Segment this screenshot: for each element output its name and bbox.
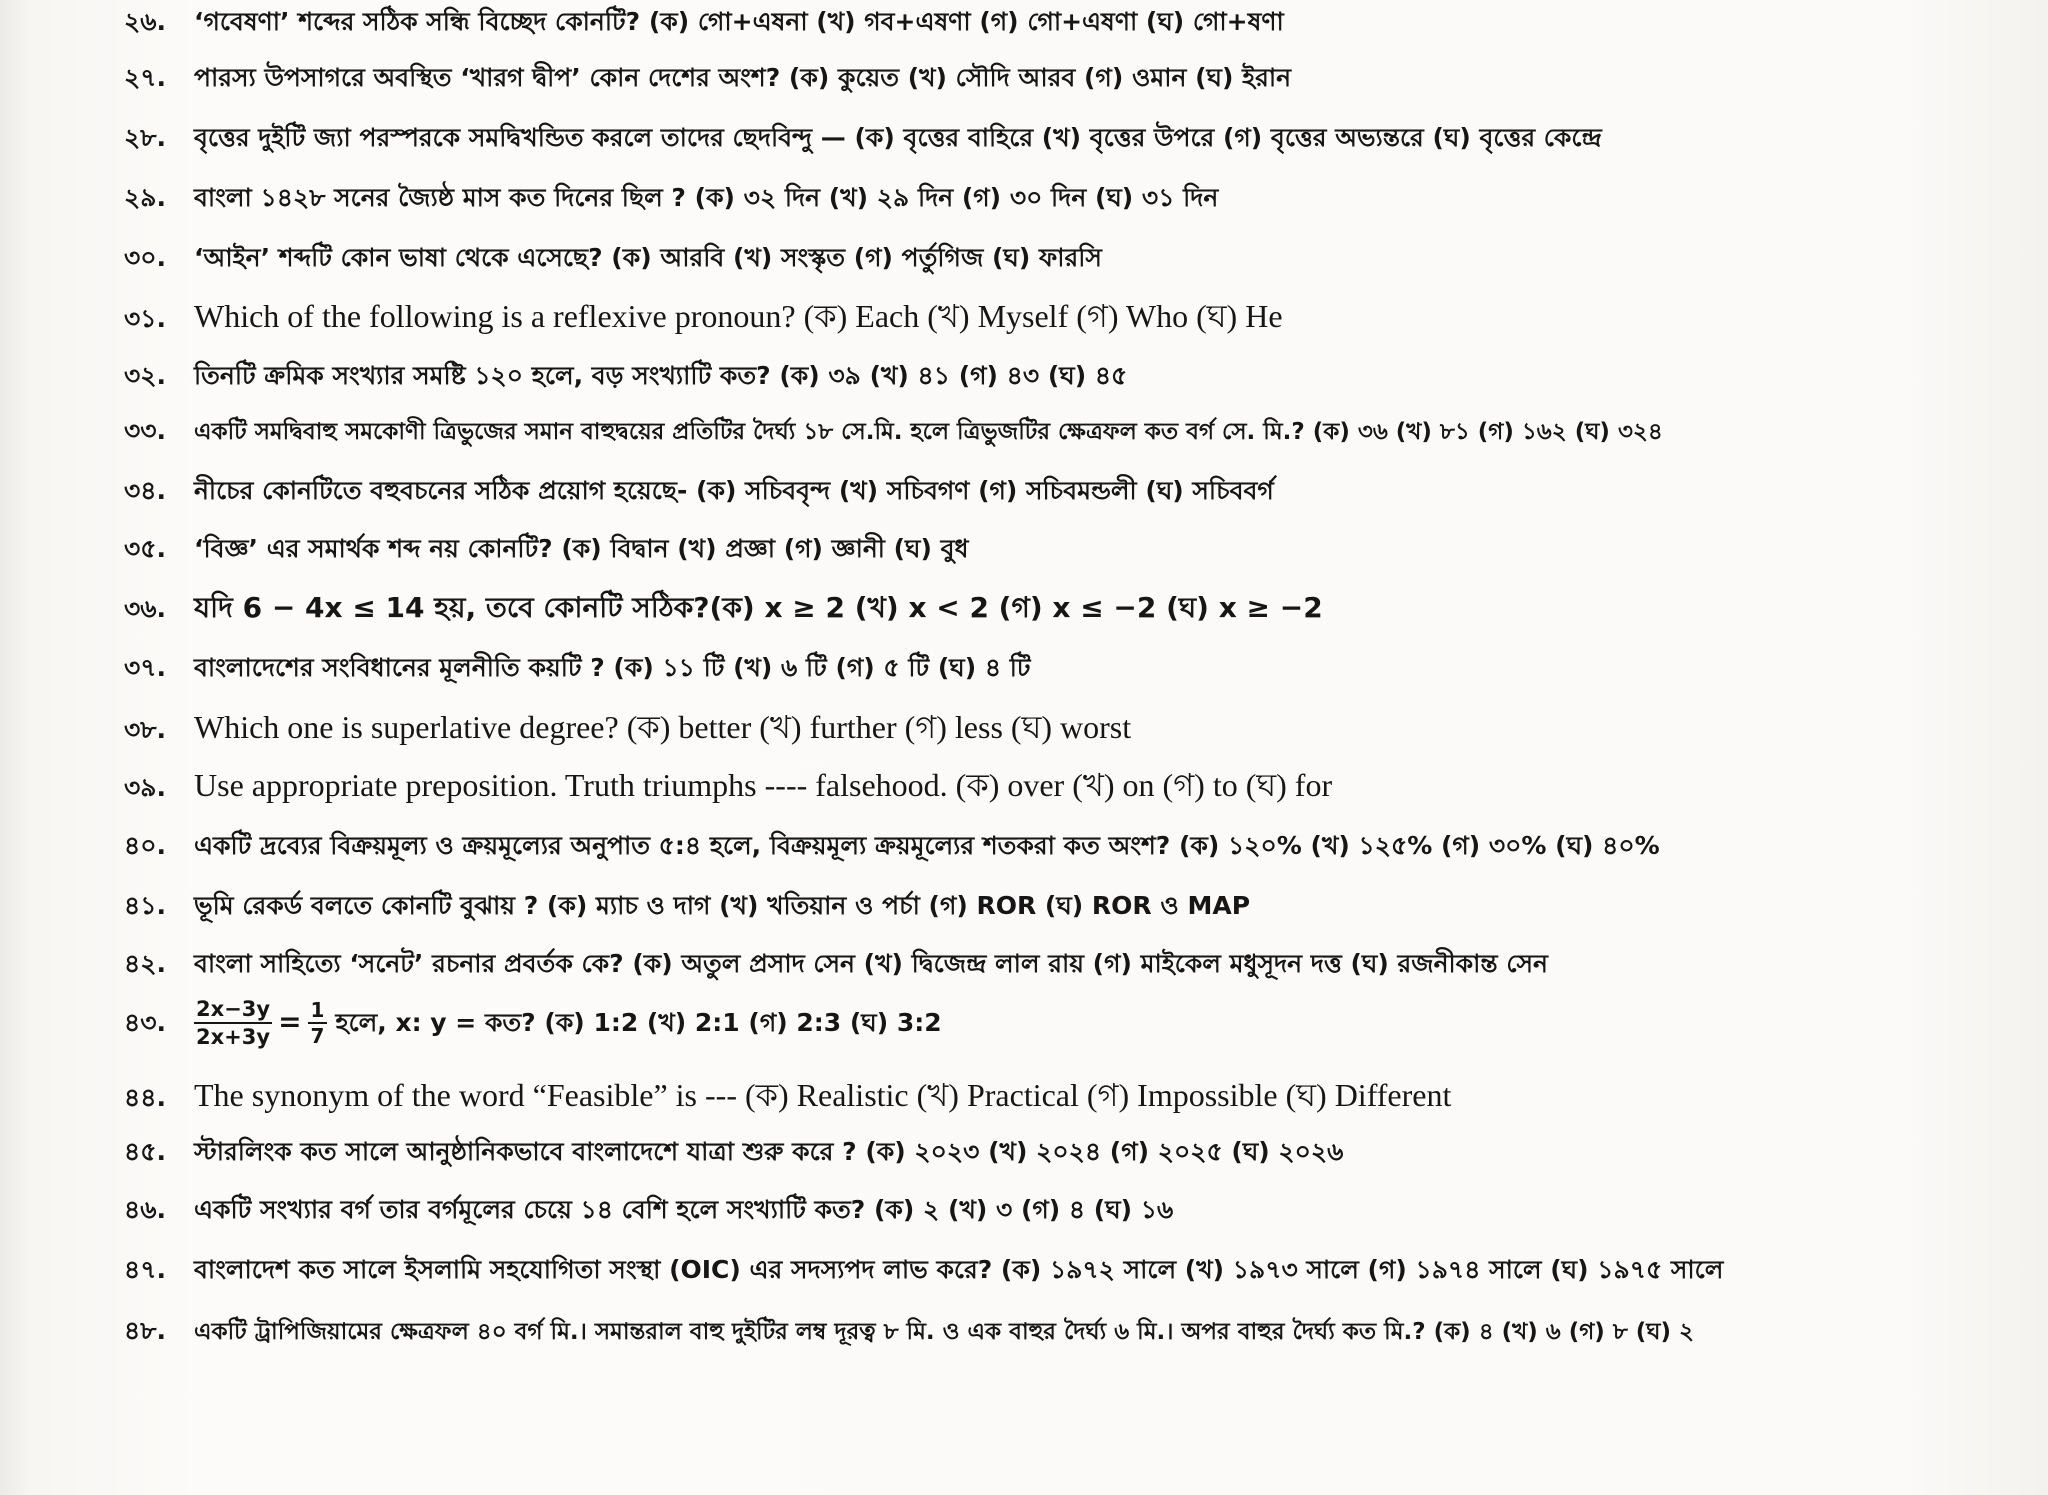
question-48	[124, 1313, 1694, 1349]
question-text: Which of the following is a reflexive pronoun? (ক) Each (খ) Myself (গ) Who (ঘ) He	[194, 298, 1283, 334]
question-26	[124, 4, 1284, 39]
question-44	[124, 1078, 1451, 1115]
question-number: ৩১.	[124, 304, 166, 333]
question-43	[124, 996, 942, 1050]
question-text: ‘আইন’ শব্দটি কোন ভাষা থেকে এসেছে? (ক) আরবি (খ) সংস্কৃত (গ) পর্তুগিজ (ঘ) ফারসি	[194, 243, 1102, 272]
question-text: একটি দ্রব্যের বিক্রয়মূল্য ও ক্রয়মূল্যের অনুপাত ৫:৪ হলে, বিক্রয়মূল্য ক্রয়মূল্যের শতকরা কত অংশ? (ক) ১২০% (খ) ১২৫% (গ) ৩০% (ঘ) ৪০%	[194, 831, 1660, 860]
question-number: ৩২.	[124, 361, 167, 390]
question-42	[124, 946, 1548, 981]
question-text: তিনটি ক্রমিক সংখ্যার সমষ্টি ১২০ হলে, বড় সংখ্যাটি কত? (ক) ৩৯ (খ) ৪১ (গ) ৪৩ (ঘ) ৪৫	[194, 361, 1128, 390]
question-38	[124, 710, 1131, 747]
question-number: ৩৫.	[124, 534, 166, 563]
question-number: ২৬.	[124, 7, 167, 36]
question-41	[124, 888, 1250, 923]
fraction-denominator: 7	[310, 1024, 325, 1048]
question-33	[124, 414, 1663, 449]
question-number: ২৯.	[124, 183, 166, 212]
question-text: পারস্য উপসাগরে অবস্থিত ‘খারগ দ্বীপ’ কোন দেশের অংশ? (ক) কুয়েত (খ) সৌদি আরব (গ) ওমান (ঘ) ইরান	[194, 63, 1292, 92]
question-text: যদি 6 − 4x ≤ 14 হয়, তবে কোনটি সঠিক?(ক) x ≥ 2 (খ) x < 2 (গ) x ≤ −2 (ঘ) x ≥ −2	[194, 591, 1323, 624]
question-39	[124, 768, 1332, 805]
equals-sign: =	[278, 1004, 302, 1038]
question-31	[124, 299, 1283, 336]
question-27	[124, 60, 1291, 95]
question-number: ৩৬.	[124, 594, 167, 623]
question-number: ৩০.	[124, 243, 167, 272]
question-number: ৪৩.	[124, 1008, 166, 1037]
question-number: ৪৮.	[124, 1316, 166, 1345]
question-text: হলে, x: y = কত? (ক) 1:2 (খ) 2:1 (গ) 2:3 (ঘ) 3:2	[335, 1008, 942, 1037]
question-number: ৪২.	[124, 949, 166, 978]
question-30	[124, 240, 1102, 275]
question-number: ৪৫.	[124, 1137, 166, 1166]
question-text: বাংলাদেশ কত সালে ইসলামি সহযোগিতা সংস্থা (OIC) এর সদস্যপদ লাভ করে? (ক) ১৯৭২ সালে (খ) ১৯৭৩ সালে (গ) ১৯৭৪ সালে (ঘ) ১৯৭৫ সালে	[194, 1255, 1724, 1284]
question-text: ‘বিজ্ঞ’ এর সমার্থক শব্দ নয় কোনটি? (ক) বিদ্বান (খ) প্রজ্ঞা (গ) জ্ঞানী (ঘ) বুধ	[194, 534, 969, 563]
fraction-numerator: 2x−3y	[194, 996, 272, 1024]
question-number: ৪৬.	[124, 1195, 166, 1224]
question-number: ৪৭.	[124, 1255, 166, 1284]
question-text: ভূমি রেকর্ড বলতে কোনটি বুঝায় ? (ক) ম্যাচ ও দাগ (খ) খতিয়ান ও পর্চা (গ) ROR (ঘ) ROR ও MAP	[194, 891, 1251, 920]
question-text: নীচের কোনটিতে বহুবচনের সঠিক প্রয়োগ হয়েছে- (ক) সচিববৃন্দ (খ) সচিবগণ (গ) সচিবমন্ডলী (ঘ) সচিববর্গ	[194, 476, 1274, 505]
question-47	[124, 1252, 1723, 1287]
question-40	[124, 828, 1660, 863]
question-number: ৩৪.	[124, 476, 166, 505]
question-text: ‘গবেষণা’ শব্দের সঠিক সন্ধি বিচ্ছেদ কোনটি? (ক) গো+এষনা (খ) গব+এষণা (গ) গো+এষণা (ঘ) গো+ষণা	[194, 7, 1284, 36]
question-29	[124, 180, 1218, 215]
question-36	[124, 591, 1323, 626]
question-text: Use appropriate preposition. Truth triumphs ---- falsehood. (ক) over (খ) on (গ) to (ঘ) for	[194, 767, 1333, 803]
fraction-rhs	[308, 998, 328, 1048]
question-37	[124, 650, 1031, 685]
question-text: একটি সংখ্যার বর্গ তার বর্গমূলের চেয়ে ১৪ বেশি হলে সংখ্যাটি কত? (ক) ২ (খ) ৩ (গ) ৪ (ঘ) ১৬	[194, 1195, 1174, 1224]
question-text: The synonym of the word “Feasible” is --- (ক) Realistic (খ) Practical (গ) Impossible (ঘ) Different	[194, 1077, 1452, 1113]
fraction-numerator: 1	[308, 998, 328, 1024]
question-text: বাংলা সাহিত্যে ‘সনেট’ রচনার প্রবর্তক কে? (ক) অতুল প্রসাদ সেন (খ) দ্বিজেন্দ্র লাল রায় (গ) মাইকেল মধুসূদন দত্ত (ঘ) রজনীকান্ত সেন	[194, 949, 1548, 978]
question-number: ৩৯.	[124, 773, 166, 802]
question-32	[124, 358, 1127, 393]
question-34	[124, 473, 1274, 508]
question-text: একটি ট্রাপিজিয়ামের ক্ষেত্রফল ৪০ বর্গ মি.। সমান্তরাল বাহু দুইটির লম্ব দূরত্ব ৮ মি. ও এক বাহুর দৈর্ঘ্য ৬ মি.। অপর বাহুর দৈর্ঘ্য কত মি.? (ক) ৪ (খ) ৬ (গ) ৮ (ঘ) ২	[194, 1319, 1694, 1345]
question-text: একটি সমদ্বিবাহু সমকোণী ত্রিভুজের সমান বাহুদ্বয়ের প্রতিটির দৈর্ঘ্য ১৮ সে.মি. হলে ত্রিভুজটির ক্ষেত্রফল কত বর্গ সে. মি.? (ক) ৩৬ (খ) ৮১ (গ) ১৬২ (ঘ) ৩২৪	[194, 419, 1663, 445]
question-number: ২৮.	[124, 123, 166, 152]
fraction-lhs	[194, 996, 272, 1050]
question-text: বাংলা ১৪২৮ সনের জ্যৈষ্ঠ মাস কত দিনের ছিল ? (ক) ৩২ দিন (খ) ২৯ দিন (গ) ৩০ দিন (ঘ) ৩১ দিন	[194, 183, 1219, 212]
question-35	[124, 531, 969, 566]
question-number: ৩৮.	[124, 715, 166, 744]
question-45	[124, 1134, 1343, 1169]
question-number: ৩৭.	[124, 653, 167, 682]
question-number: ২৭.	[124, 63, 167, 92]
question-number: ৪১.	[124, 891, 166, 920]
question-number: ৪০.	[124, 831, 166, 860]
question-number: ৪৪.	[124, 1083, 166, 1112]
question-text: বৃত্তের দুইটি জ্যা পরস্পরকে সমদ্বিখন্ডিত করলে তাদের ছেদবিন্দু — (ক) বৃত্তের বাহিরে (খ) বৃত্তের উপরে (গ) বৃত্তের অভ্যন্তরে (ঘ) বৃত্তের কেন্দ্রে	[194, 123, 1602, 152]
fraction-denominator: 2x+3y	[196, 1025, 271, 1049]
question-text: স্টারলিংক কত সালে আনুষ্ঠানিকভাবে বাংলাদেশে যাত্রা শুরু করে ? (ক) ২০২৩ (খ) ২০২৪ (গ) ২০২৫ (ঘ) ২০২৬	[194, 1137, 1344, 1166]
question-number: ৩৩.	[124, 416, 167, 445]
question-28	[124, 120, 1602, 155]
question-text: Which one is superlative degree? (ক) better (খ) further (গ) less (ঘ) worst	[194, 709, 1132, 745]
question-46	[124, 1192, 1173, 1227]
question-text: বাংলাদেশের সংবিধানের মূলনীতি কয়টি ? (ক) ১১ টি (খ) ৬ টি (গ) ৫ টি (ঘ) ৪ টি	[194, 653, 1031, 682]
